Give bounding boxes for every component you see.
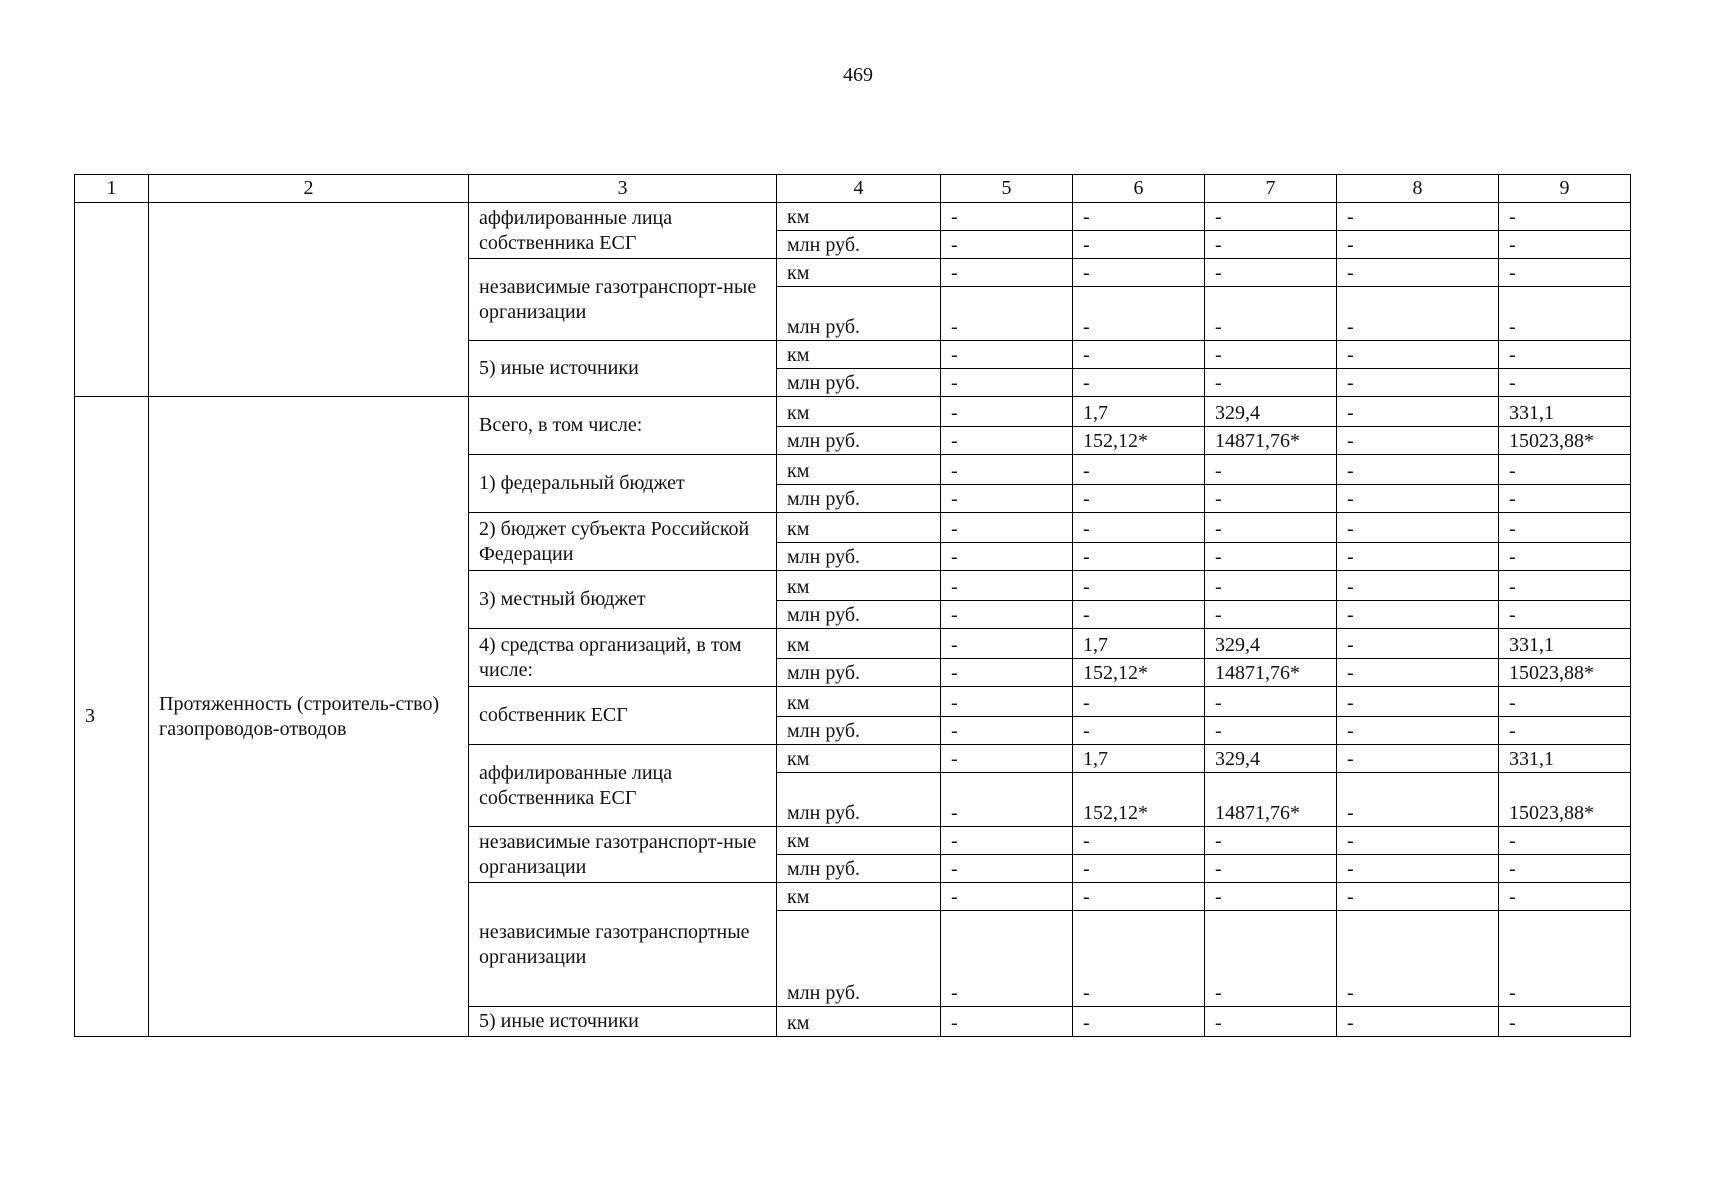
- value-cell: -: [1073, 1007, 1205, 1037]
- value-cell: -: [941, 717, 1073, 745]
- value-cell: -: [1205, 717, 1337, 745]
- value-cell: -: [1337, 455, 1499, 485]
- value-cell: -: [1337, 629, 1499, 659]
- unit-cell: км: [777, 203, 941, 231]
- value-cell: -: [1337, 543, 1499, 571]
- value-cell: -: [941, 259, 1073, 287]
- value-cell: 152,12*: [1073, 427, 1205, 455]
- data-table: [74, 174, 1631, 1037]
- value-cell: -: [1499, 455, 1631, 485]
- value-cell: -: [1499, 571, 1631, 601]
- value-cell: -: [941, 1007, 1073, 1037]
- column-header: 6: [1073, 175, 1205, 203]
- value-cell: -: [1205, 513, 1337, 543]
- row-label: 3) местный бюджет: [469, 571, 777, 629]
- value-cell: -: [941, 687, 1073, 717]
- row-title-cell: [149, 203, 469, 397]
- value-cell: -: [1205, 827, 1337, 855]
- page-number: 469: [843, 64, 873, 86]
- value-cell: -: [1499, 855, 1631, 883]
- unit-cell: км: [777, 571, 941, 601]
- row-label: аффилированные лица собственника ЕСГ: [469, 745, 777, 827]
- value-cell: -: [1337, 259, 1499, 287]
- column-header: 1: [75, 175, 149, 203]
- value-cell: -: [1337, 341, 1499, 369]
- unit-cell: км: [777, 1007, 941, 1037]
- column-header: 9: [1499, 175, 1631, 203]
- unit-cell: км: [777, 629, 941, 659]
- unit-cell: км: [777, 513, 941, 543]
- row-label: 4) средства организаций, в том числе:: [469, 629, 777, 687]
- value-cell: 14871,76*: [1205, 659, 1337, 687]
- value-cell: -: [1073, 827, 1205, 855]
- unit-cell: млн руб.: [777, 287, 941, 341]
- value-cell: -: [941, 231, 1073, 259]
- value-cell: -: [1499, 911, 1631, 1007]
- value-cell: -: [1205, 231, 1337, 259]
- value-cell: -: [1337, 397, 1499, 427]
- column-header: 3: [469, 175, 777, 203]
- value-cell: -: [1205, 287, 1337, 341]
- unit-cell: млн руб.: [777, 717, 941, 745]
- value-cell: -: [1499, 883, 1631, 911]
- value-cell: -: [1073, 717, 1205, 745]
- value-cell: -: [1073, 341, 1205, 369]
- value-cell: -: [1205, 911, 1337, 1007]
- row-label: независимые газотранспортные организации: [469, 883, 777, 1007]
- row-label: независимые газотранспорт-ные организации: [469, 827, 777, 883]
- unit-cell: млн руб.: [777, 543, 941, 571]
- value-cell: -: [941, 513, 1073, 543]
- unit-cell: млн руб.: [777, 911, 941, 1007]
- unit-cell: млн руб.: [777, 659, 941, 687]
- table-row: [75, 397, 1631, 427]
- value-cell: -: [1499, 543, 1631, 571]
- column-header: 5: [941, 175, 1073, 203]
- value-cell: -: [1205, 455, 1337, 485]
- value-cell: -: [1337, 485, 1499, 513]
- unit-cell: млн руб.: [777, 369, 941, 397]
- row-number-cell: 3: [75, 397, 149, 1037]
- value-cell: -: [941, 341, 1073, 369]
- value-cell: 14871,76*: [1205, 773, 1337, 827]
- value-cell: -: [1205, 1007, 1337, 1037]
- value-cell: -: [1073, 911, 1205, 1007]
- value-cell: -: [941, 773, 1073, 827]
- value-cell: -: [941, 369, 1073, 397]
- value-cell: -: [1073, 485, 1205, 513]
- value-cell: -: [1499, 513, 1631, 543]
- value-cell: -: [1073, 369, 1205, 397]
- value-cell: -: [1073, 883, 1205, 911]
- value-cell: -: [1205, 203, 1337, 231]
- value-cell: 14871,76*: [1205, 427, 1337, 455]
- unit-cell: км: [777, 397, 941, 427]
- row-label: 1) федеральный бюджет: [469, 455, 777, 513]
- value-cell: -: [1499, 485, 1631, 513]
- value-cell: -: [941, 397, 1073, 427]
- value-cell: -: [1499, 717, 1631, 745]
- row-label: собственник ЕСГ: [469, 687, 777, 745]
- unit-cell: млн руб.: [777, 601, 941, 629]
- value-cell: -: [1499, 687, 1631, 717]
- row-label: 5) иные источники: [469, 341, 777, 397]
- value-cell: -: [941, 203, 1073, 231]
- value-cell: -: [941, 485, 1073, 513]
- value-cell: -: [941, 427, 1073, 455]
- value-cell: -: [1499, 341, 1631, 369]
- value-cell: -: [1337, 369, 1499, 397]
- value-cell: -: [941, 883, 1073, 911]
- column-header: 4: [777, 175, 941, 203]
- unit-cell: млн руб.: [777, 231, 941, 259]
- value-cell: -: [1499, 601, 1631, 629]
- value-cell: -: [1073, 571, 1205, 601]
- value-cell: 331,1: [1499, 745, 1631, 773]
- value-cell: -: [1073, 601, 1205, 629]
- row-label: независимые газотранспорт-ные организации: [469, 259, 777, 341]
- value-cell: 1,7: [1073, 397, 1205, 427]
- value-cell: -: [1205, 687, 1337, 717]
- unit-cell: км: [777, 455, 941, 485]
- value-cell: -: [1337, 1007, 1499, 1037]
- row-title-cell: Протяженность (строитель-ство) газопроводов-отводов: [149, 397, 469, 1037]
- value-cell: -: [1499, 259, 1631, 287]
- value-cell: -: [1337, 911, 1499, 1007]
- value-cell: -: [1337, 513, 1499, 543]
- value-cell: 1,7: [1073, 629, 1205, 659]
- value-cell: 15023,88*: [1499, 427, 1631, 455]
- value-cell: -: [941, 543, 1073, 571]
- value-cell: -: [1205, 485, 1337, 513]
- value-cell: -: [1499, 203, 1631, 231]
- value-cell: -: [1205, 543, 1337, 571]
- value-cell: -: [1073, 855, 1205, 883]
- value-cell: -: [1073, 455, 1205, 485]
- value-cell: -: [1337, 203, 1499, 231]
- value-cell: -: [1337, 231, 1499, 259]
- unit-cell: млн руб.: [777, 427, 941, 455]
- value-cell: -: [1337, 601, 1499, 629]
- value-cell: -: [1499, 231, 1631, 259]
- value-cell: -: [1337, 571, 1499, 601]
- row-label: 2) бюджет субъекта Российской Федерации: [469, 513, 777, 571]
- value-cell: -: [1205, 855, 1337, 883]
- value-cell: 152,12*: [1073, 659, 1205, 687]
- column-header: 2: [149, 175, 469, 203]
- value-cell: 329,4: [1205, 629, 1337, 659]
- value-cell: -: [1073, 543, 1205, 571]
- value-cell: -: [941, 287, 1073, 341]
- value-cell: -: [1073, 259, 1205, 287]
- value-cell: -: [1337, 745, 1499, 773]
- value-cell: -: [1073, 231, 1205, 259]
- value-cell: -: [1073, 513, 1205, 543]
- value-cell: -: [1205, 259, 1337, 287]
- row-label: аффилированные лица собственника ЕСГ: [469, 203, 777, 259]
- value-cell: -: [1499, 1007, 1631, 1037]
- value-cell: -: [1205, 341, 1337, 369]
- value-cell: 331,1: [1499, 397, 1631, 427]
- value-cell: -: [1073, 687, 1205, 717]
- value-cell: 331,1: [1499, 629, 1631, 659]
- column-header: 8: [1337, 175, 1499, 203]
- table-row: [75, 203, 1631, 231]
- value-cell: -: [1073, 287, 1205, 341]
- value-cell: 15023,88*: [1499, 773, 1631, 827]
- value-cell: -: [1337, 427, 1499, 455]
- value-cell: -: [1205, 601, 1337, 629]
- unit-cell: млн руб.: [777, 485, 941, 513]
- unit-cell: км: [777, 827, 941, 855]
- value-cell: -: [941, 855, 1073, 883]
- value-cell: -: [1337, 287, 1499, 341]
- column-header: 7: [1205, 175, 1337, 203]
- unit-cell: км: [777, 341, 941, 369]
- value-cell: -: [1337, 883, 1499, 911]
- value-cell: 329,4: [1205, 397, 1337, 427]
- value-cell: -: [1337, 855, 1499, 883]
- value-cell: -: [941, 745, 1073, 773]
- value-cell: -: [941, 911, 1073, 1007]
- value-cell: -: [1205, 883, 1337, 911]
- value-cell: -: [1337, 687, 1499, 717]
- row-number-cell: [75, 203, 149, 397]
- unit-cell: млн руб.: [777, 855, 941, 883]
- unit-cell: млн руб.: [777, 773, 941, 827]
- value-cell: -: [1499, 287, 1631, 341]
- value-cell: -: [1205, 571, 1337, 601]
- value-cell: 1,7: [1073, 745, 1205, 773]
- row-label: 5) иные источники: [469, 1007, 777, 1037]
- value-cell: -: [941, 659, 1073, 687]
- unit-cell: км: [777, 745, 941, 773]
- value-cell: 152,12*: [1073, 773, 1205, 827]
- unit-cell: км: [777, 687, 941, 717]
- value-cell: -: [941, 571, 1073, 601]
- value-cell: -: [941, 455, 1073, 485]
- value-cell: -: [1499, 369, 1631, 397]
- value-cell: -: [1073, 203, 1205, 231]
- value-cell: -: [1205, 369, 1337, 397]
- value-cell: -: [1499, 827, 1631, 855]
- unit-cell: км: [777, 883, 941, 911]
- value-cell: -: [1337, 773, 1499, 827]
- value-cell: -: [941, 629, 1073, 659]
- value-cell: -: [1337, 659, 1499, 687]
- value-cell: -: [1337, 717, 1499, 745]
- value-cell: 329,4: [1205, 745, 1337, 773]
- value-cell: 15023,88*: [1499, 659, 1631, 687]
- value-cell: -: [941, 827, 1073, 855]
- header-row: [75, 175, 1631, 203]
- value-cell: -: [1337, 827, 1499, 855]
- value-cell: -: [941, 601, 1073, 629]
- unit-cell: км: [777, 259, 941, 287]
- row-label: Всего, в том числе:: [469, 397, 777, 455]
